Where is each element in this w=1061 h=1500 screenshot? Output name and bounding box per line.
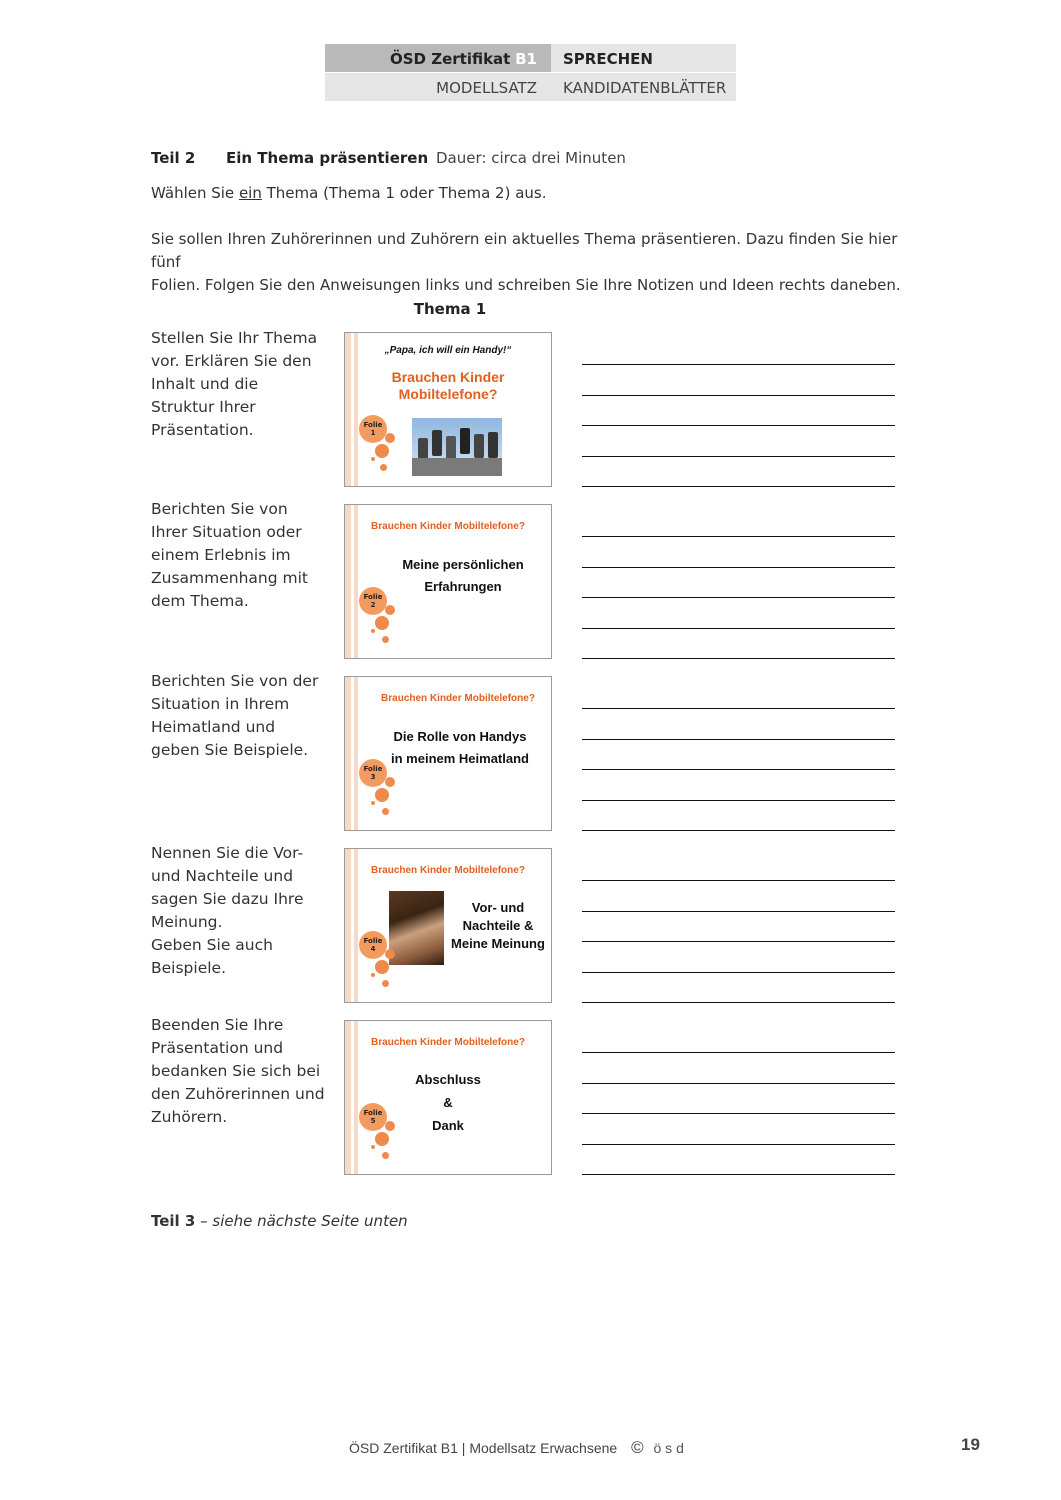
slide-dot [375,960,389,974]
notes-line[interactable] [582,1174,895,1175]
choose-instruction [151,182,911,205]
slide-dot [371,629,375,633]
notes-line[interactable] [582,486,895,487]
phone-shape [432,430,442,456]
slide-main-1: Vor- und [471,900,525,915]
notes-line[interactable] [582,739,895,740]
slide-main-2: & [443,1095,453,1110]
slide-main-1: Meine persönlichen [402,557,524,572]
slide-subtitle: Brauchen Kinder Mobiltelefone? [371,521,525,532]
folie-badge [359,415,387,443]
osd-logo: ö s d [653,1440,684,1456]
notes-line[interactable] [582,425,895,426]
notes-line[interactable] [582,708,895,709]
notes-line[interactable] [582,597,895,598]
slide-headline [345,369,551,403]
folie-badge [359,931,387,959]
folie-label: Folie [363,765,383,773]
folie-label: Folie [363,593,383,601]
slide-3 [344,676,552,831]
choose-suffix: Thema (Thema 1 oder Thema 2) aus. [261,184,547,202]
slide-dot [385,949,395,959]
instruction-3: Berichten Sie von der Situation in Ihrem Heimatland und geben Sie Beispiele. [151,672,319,759]
slide-dot [371,801,375,805]
header-sheet: KANDIDATENBLÄTTER [563,79,727,97]
folie-badge [359,587,387,615]
slide-main-2: in meinem Heimatland [391,751,529,766]
slide-dot [375,788,389,802]
phones-image [412,418,502,476]
slide-dot [385,1121,395,1131]
slide-main-2: Nachteile & [462,918,534,933]
slide-main-text [369,726,551,770]
page-number: 19 [961,1435,980,1454]
folie-number: 3 [370,773,376,781]
thema-title: Thema 1 [413,300,487,318]
folie-label: Folie [363,421,383,429]
header-modelsatz-cell [325,73,551,101]
notes-line[interactable] [582,1113,895,1114]
slide-dot [375,616,389,630]
slide-main-1: Abschluss [415,1072,481,1087]
slide-dot [385,777,395,787]
header-sheet-cell [551,73,736,101]
slide-main-3: Meine Meinung [451,936,545,951]
slide-2 [344,504,552,659]
slide-dot [382,980,389,987]
notes-line[interactable] [582,830,895,831]
notes-line[interactable] [582,536,895,537]
slide-dot [382,808,389,815]
slide-main-2: Erfahrungen [424,579,502,594]
notes-line[interactable] [582,1052,895,1053]
slide-dot [380,464,387,471]
notes-line[interactable] [582,941,895,942]
slide-dot [375,1132,389,1146]
instruction-5: Beenden Sie Ihre Präsentation und bedanken Sie sich bei den Zuhörerinnen und Zuhörern. [151,1016,325,1126]
hands-shape [412,458,502,476]
intro-paragraph [151,228,931,297]
phone-shape [446,436,456,460]
phone-shape [460,428,470,454]
folie-number: 1 [370,429,376,437]
folie-badge [359,759,387,787]
slide-dot [371,973,375,977]
slide-subtitle: Brauchen Kinder Mobiltelefone? [371,1037,525,1048]
notes-line[interactable] [582,769,895,770]
phone-shape [474,434,484,458]
teil2-title: Ein Thema präsentieren [226,149,429,167]
notes-line[interactable] [582,628,895,629]
slide-1 [344,332,552,487]
folie-number: 4 [370,945,376,953]
slide-dot [375,444,389,458]
intro-line-1: Sie sollen Ihren Zuhörerinnen und Zuhörern ein aktuelles Thema präsentieren. Dazu finden Sie hier fünf [151,230,898,271]
slide-main-3: Dank [432,1118,464,1133]
instruction-2: Berichten Sie von Ihrer Situation oder einem Erlebnis im Zusammenhang mit dem Thema. [151,500,308,610]
notes-line[interactable] [582,395,895,396]
folie-label: Folie [363,1109,383,1117]
header-cert-cell [325,44,551,72]
footer [349,1438,684,1458]
teen-photo [389,891,444,965]
instruction-1: Stellen Sie Ihr Thema vor. Erklären Sie den Inhalt und die Struktur Ihrer Präsentation. [151,329,318,439]
slide-dot [371,457,375,461]
notes-line[interactable] [582,1144,895,1145]
slide-headline-1: Brauchen Kinder [391,369,505,385]
teil3-text: – siehe nächste Seite unten [195,1212,408,1230]
teil3-note [151,1212,408,1230]
slide-5 [344,1020,552,1175]
header-cert-label: ÖSD Zertifikat [389,50,511,68]
notes-line[interactable] [582,364,895,365]
slide-4 [344,848,552,1003]
instruction-4-line-1: Nennen Sie die Vor- und Nachteile und sagen Sie dazu Ihre Meinung. [151,844,304,931]
header-section: SPRECHEN [563,50,653,68]
footer-text: ÖSD Zertifikat B1 | Modellsatz Erwachsene [349,1440,618,1456]
slide-dot [371,1145,375,1149]
phone-shape [488,432,498,458]
instruction-4-line-2: Geben Sie auch Beispiele. [151,936,273,977]
notes-line[interactable] [582,658,895,659]
header-divider [325,72,736,73]
notes-line[interactable] [582,1083,895,1084]
slide-subtitle: Brauchen Kinder Mobiltelefone? [381,693,535,704]
slide-main-text [375,554,551,598]
slide-dot [385,605,395,615]
folie-number: 2 [370,601,376,609]
slide-quote: „Papa, ich will ein Handy!“ [384,345,512,356]
slide-main-1: Die Rolle von Handys [393,729,527,744]
choose-prefix: Wählen Sie [151,184,239,202]
choose-underlined: ein [238,184,262,202]
notes-line[interactable] [582,1002,895,1003]
notes-line[interactable] [582,567,895,568]
teil2-label: Teil 2 [151,149,196,167]
notes-line[interactable] [582,972,895,973]
slide-dot [385,433,395,443]
intro-line-2: Folien. Folgen Sie den Anweisungen links und schreiben Sie Ihre Notizen und Ideen rechts daneben. [151,276,901,294]
notes-line[interactable] [582,800,895,801]
instruction-4 [151,842,326,980]
slide-subtitle: Brauchen Kinder Mobiltelefone? [371,865,525,876]
copyright-icon: © [631,1438,644,1457]
header-modelsatz: MODELLSATZ [436,79,537,97]
slide-dot [382,1152,389,1159]
folie-badge [359,1103,387,1131]
slide-dot [382,636,389,643]
header-section-cell [551,44,736,72]
slide-headline-2: Mobiltelefone? [398,386,498,402]
header-cert-level: B1 [515,50,537,68]
folie-number: 5 [370,1117,376,1125]
notes-line[interactable] [582,911,895,912]
notes-line[interactable] [582,456,895,457]
notes-line[interactable] [582,880,895,881]
teil2-duration: Dauer: circa drei Minuten [436,149,626,167]
folie-label: Folie [363,937,383,945]
slide-main-text [445,899,551,953]
teil3-label: Teil 3 [151,1212,196,1230]
